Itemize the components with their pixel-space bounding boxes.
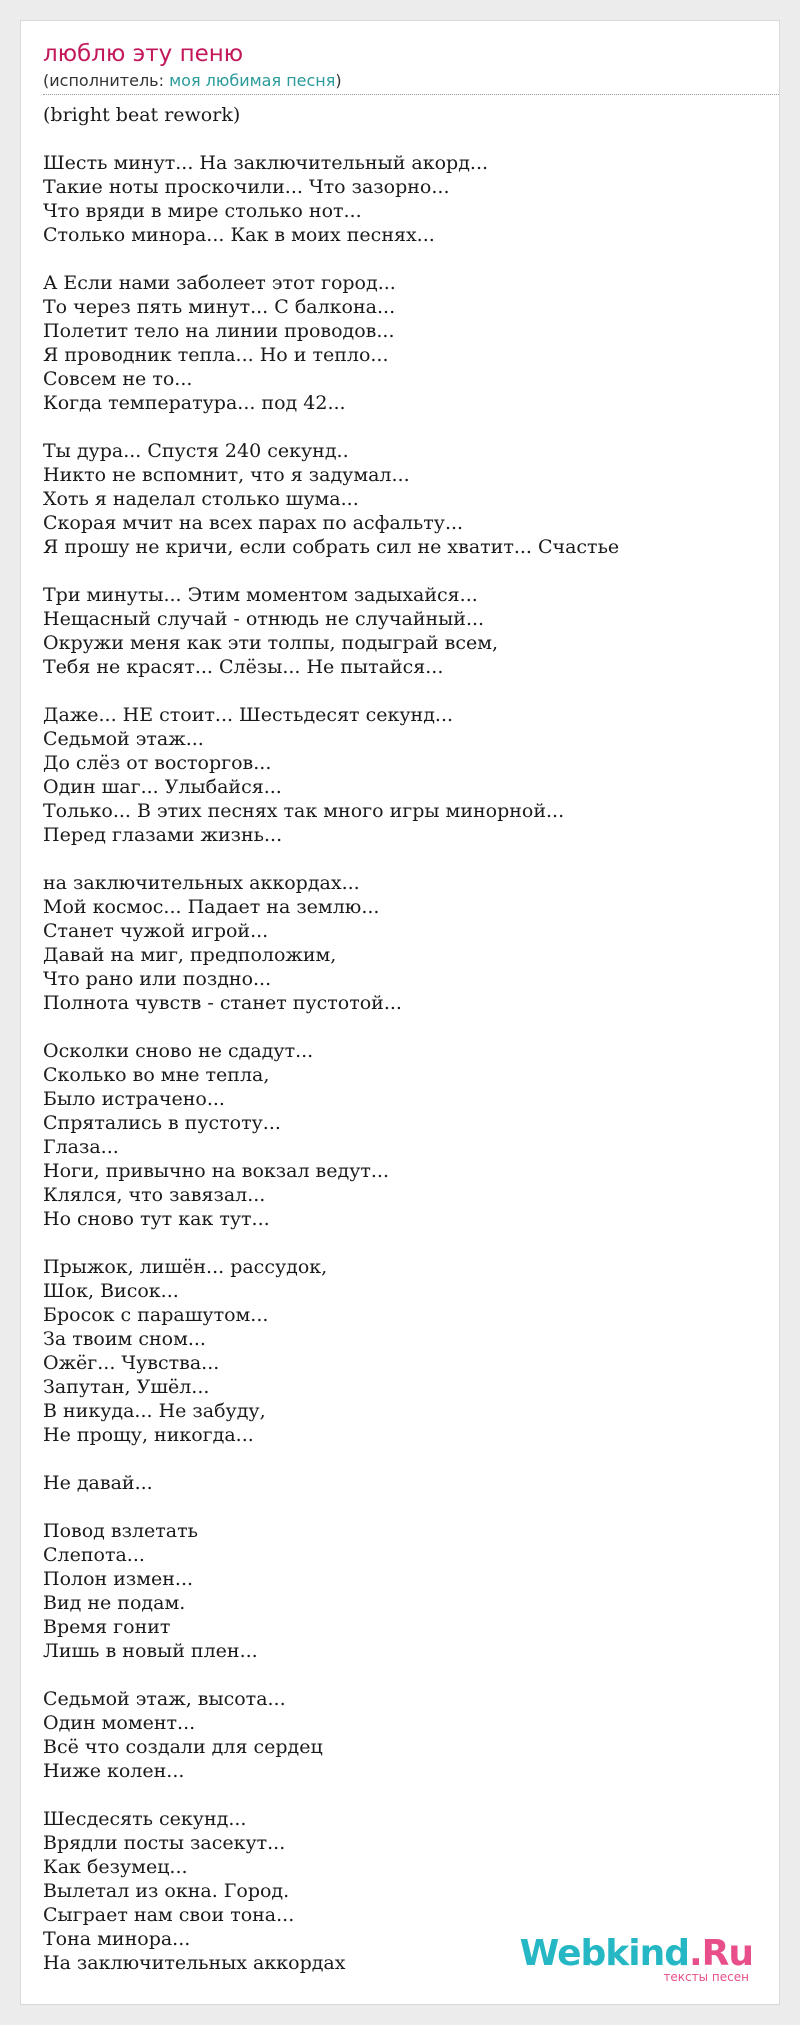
- site-logo[interactable]: [519, 1933, 753, 1984]
- lyric-line: Спрятались в пустоту...: [43, 1112, 281, 1134]
- lyric-line: Нещасный случай - отнюдь не случайный...: [43, 608, 485, 630]
- lyric-line: Ожёг... Чувства...: [43, 1352, 220, 1374]
- lyric-line: Было истрачено...: [43, 1088, 225, 1110]
- lyric-line: Перед глазами жизнь...: [43, 824, 283, 846]
- lyric-line: Что вряди в мире столько нот...: [43, 200, 362, 222]
- lyric-line: [43, 559, 619, 583]
- lyric-line: До слёз от восторгов...: [43, 752, 272, 774]
- lyric-line: Но сново тут как тут...: [43, 1208, 270, 1230]
- lyric-line: Полетит тело на линии проводов...: [43, 320, 395, 342]
- lyric-line: Тона минора...: [43, 1928, 191, 1950]
- lyric-line: Мой космос... Падает на землю...: [43, 896, 380, 918]
- lyric-line: Сколько во мне тепла,: [43, 1064, 270, 1086]
- logo-wordmark: [519, 1933, 753, 1974]
- lyric-line: Не прощу, никогда...: [43, 1424, 254, 1446]
- lyric-line: (bright beat rework): [43, 104, 241, 126]
- lyric-line: [43, 847, 619, 871]
- lyric-line: Даже... НЕ стоит... Шестьдесят секунд...: [43, 704, 454, 726]
- lyric-line: Давай на миг, предположим,: [43, 944, 337, 966]
- lyric-line: [43, 1447, 619, 1471]
- artist-link[interactable]: моя любимая песня: [169, 71, 336, 90]
- lyric-line: Ниже колен...: [43, 1760, 185, 1782]
- lyric-line: Как безумец...: [43, 1856, 188, 1878]
- logo-subtitle: тексты песен: [663, 1970, 749, 1984]
- lyric-line: [43, 1495, 619, 1519]
- lyric-line: Шесть минут... На заключительный акорд...: [43, 152, 489, 174]
- lyric-line: [43, 679, 619, 703]
- lyric-line: Повод взлетать: [43, 1520, 198, 1542]
- logo-tld-text: .Ru: [688, 1933, 753, 1974]
- lyric-line: Я прошу не кричи, если собрать сил не хватит... Счастье: [43, 536, 620, 558]
- lyric-line: [43, 1231, 619, 1255]
- lyric-line: Хоть я наделал столько шума...: [43, 488, 359, 510]
- lyric-line: Станет чужой игрой...: [43, 920, 269, 942]
- lyric-line: Не давай...: [43, 1472, 153, 1494]
- lyric-line: В никуда... Не забуду,: [43, 1400, 266, 1422]
- lyric-line: Лишь в новый плен...: [43, 1640, 258, 1662]
- lyric-line: Врядли посты засекут...: [43, 1832, 286, 1854]
- lyric-line: Никто не вспомнит, что я задумал...: [43, 464, 410, 486]
- lyric-line: Ноги, привычно на вокзал ведут...: [43, 1160, 390, 1182]
- lyric-line: Сыграет нам свои тона...: [43, 1904, 295, 1926]
- lyric-line: Шесдесять секунд...: [43, 1808, 247, 1830]
- lyric-line: Время гонит: [43, 1616, 171, 1638]
- lyric-line: Я проводник тепла... Но и тепло...: [43, 344, 389, 366]
- lyric-line: Столько минора... Как в моих песнях...: [43, 224, 435, 246]
- lyric-line: на заключительных аккордах...: [43, 872, 360, 894]
- lyric-line: Запутан, Ушёл...: [43, 1376, 210, 1398]
- lyric-line: Ты дура... Спустя 240 секунд..: [43, 440, 349, 462]
- lyric-line: Три минуты... Этим моментом задыхайся...: [43, 584, 478, 606]
- lyrics-body: [43, 103, 619, 1975]
- lyric-line: Слепота...: [43, 1544, 145, 1566]
- lyric-line: Шок, Висок...: [43, 1280, 179, 1302]
- lyric-line: Седьмой этаж, высота...: [43, 1688, 286, 1710]
- lyric-line: Прыжок, лишён... рассудок,: [43, 1256, 328, 1278]
- lyric-line: Полон измен...: [43, 1568, 194, 1590]
- lyric-line: Бросок с парашутом...: [43, 1304, 269, 1326]
- lyric-line: Всё что создали для сердец: [43, 1736, 323, 1758]
- lyric-line: Такие ноты проскочили... Что зазорно...: [43, 176, 450, 198]
- lyric-line: Что рано или поздно...: [43, 968, 272, 990]
- lyric-line: А Если нами заболеет этот город...: [43, 272, 396, 294]
- lyric-line: Осколки сново не сдадут...: [43, 1040, 314, 1062]
- lyric-line: Седьмой этаж...: [43, 728, 204, 750]
- lyric-line: Глаза...: [43, 1136, 119, 1158]
- lyric-line: Когда температура... под 42...: [43, 392, 346, 414]
- lyric-line: [43, 247, 619, 271]
- lyric-line: Один шаг... Улыбайся...: [43, 776, 282, 798]
- content-card: [20, 20, 780, 2005]
- lyric-line: Скорая мчит на всех парах по асфальту...: [43, 512, 464, 534]
- lyric-line: Только... В этих песнях так много игры минорной...: [43, 800, 565, 822]
- lyric-line: За твоим сном...: [43, 1328, 206, 1350]
- lyric-line: То через пять минут... С балкона...: [43, 296, 396, 318]
- lyric-line: Вид не подам.: [43, 1592, 186, 1614]
- lyric-line: Клялся, что завязал...: [43, 1184, 266, 1206]
- lyric-line: [43, 127, 619, 151]
- page-title: люблю эту пеню: [43, 41, 244, 67]
- artist-suffix: ): [335, 71, 342, 90]
- lyric-line: [43, 1783, 619, 1807]
- lyric-line: [43, 1015, 619, 1039]
- lyric-line: Полнота чувств - станет пустотой...: [43, 992, 402, 1014]
- lyric-line: Окружи меня как эти толпы, подыграй всем,: [43, 632, 499, 654]
- lyric-line: [43, 1663, 619, 1687]
- artist-line: [43, 71, 779, 95]
- lyric-line: Вылетал из окна. Город.: [43, 1880, 290, 1902]
- lyric-line: На заключительных аккордах: [43, 1952, 346, 1974]
- logo-main-text: Webkind: [519, 1933, 689, 1974]
- artist-prefix: (исполнитель:: [43, 71, 170, 90]
- lyric-line: Один момент...: [43, 1712, 196, 1734]
- lyric-line: Совсем не то...: [43, 368, 193, 390]
- lyric-line: [43, 415, 619, 439]
- lyric-line: Тебя не красят... Слёзы... Не пытайся...: [43, 656, 444, 678]
